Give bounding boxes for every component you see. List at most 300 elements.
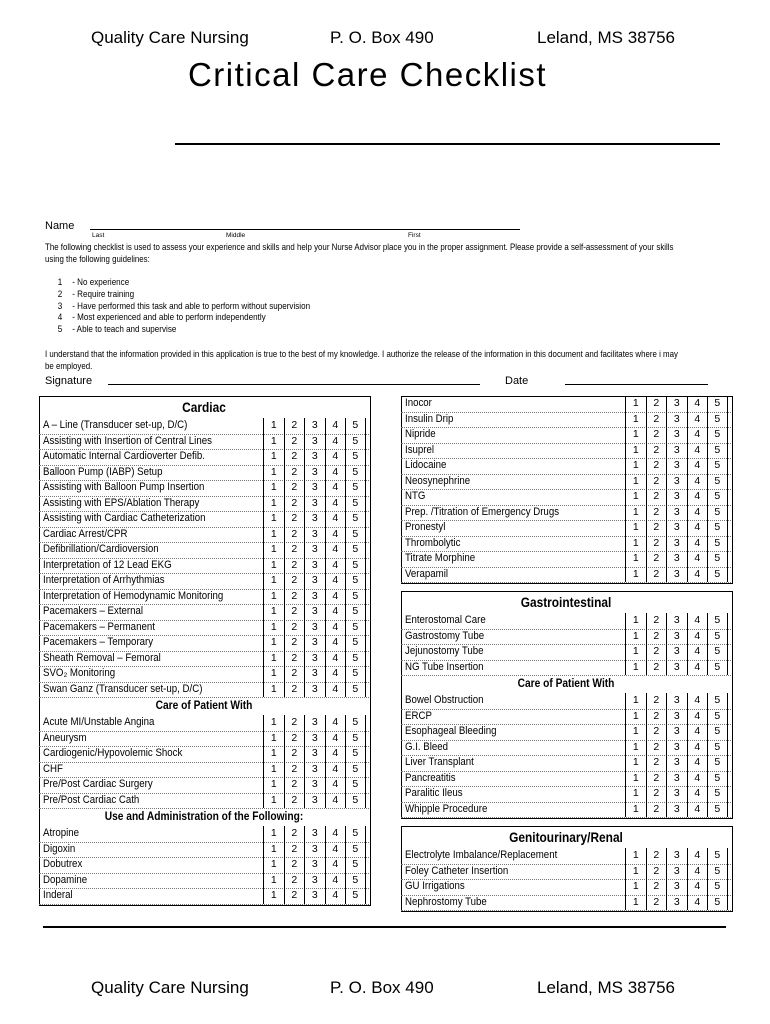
rating-2[interactable]: 2 [646, 786, 667, 802]
name-line[interactable] [90, 229, 520, 230]
rating-2[interactable]: 2 [646, 443, 667, 459]
rating-5[interactable]: 5 [707, 709, 728, 725]
rating-1[interactable]: 1 [625, 489, 646, 505]
rating-3[interactable]: 3 [304, 746, 325, 762]
rating-4[interactable]: 4 [687, 520, 708, 536]
rating-4[interactable]: 4 [687, 474, 708, 490]
rating-5[interactable]: 5 [345, 542, 366, 558]
rating-3[interactable]: 3 [304, 793, 325, 809]
rating-3[interactable]: 3 [304, 604, 325, 620]
rating-3[interactable]: 3 [666, 474, 687, 490]
rating-5[interactable]: 5 [707, 458, 728, 474]
checklist-item-label: Swan Ganz (Transducer set-up, D/C) [43, 682, 203, 695]
rating-2[interactable]: 2 [284, 731, 305, 747]
rating-5[interactable]: 5 [707, 879, 728, 895]
rating-3[interactable]: 3 [304, 449, 325, 465]
rating-2[interactable]: 2 [646, 755, 667, 771]
rating-1[interactable]: 1 [263, 573, 284, 589]
rating-4[interactable]: 4 [687, 879, 708, 895]
rating-5[interactable]: 5 [345, 604, 366, 620]
rating-5[interactable]: 5 [707, 551, 728, 567]
rating-2[interactable]: 2 [284, 418, 305, 434]
rating-1[interactable]: 1 [263, 434, 284, 450]
rating-1[interactable]: 1 [625, 567, 646, 583]
rating-3[interactable]: 3 [304, 542, 325, 558]
rating-4[interactable]: 4 [325, 465, 346, 481]
rating-4[interactable]: 4 [325, 573, 346, 589]
rating-5[interactable]: 5 [707, 644, 728, 660]
rating-4[interactable]: 4 [687, 724, 708, 740]
rating-1[interactable]: 1 [263, 635, 284, 651]
rating-3[interactable]: 3 [666, 724, 687, 740]
rating-1[interactable]: 1 [263, 777, 284, 793]
rating-4[interactable]: 4 [325, 511, 346, 527]
rating-1[interactable]: 1 [625, 771, 646, 787]
rating-1[interactable]: 1 [263, 715, 284, 731]
rating-2[interactable]: 2 [284, 589, 305, 605]
rating-5[interactable]: 5 [707, 848, 728, 864]
rating-2[interactable]: 2 [284, 635, 305, 651]
rating-2[interactable]: 2 [284, 888, 305, 904]
rating-5[interactable]: 5 [345, 793, 366, 809]
rating-4[interactable]: 4 [687, 755, 708, 771]
rating-4[interactable]: 4 [687, 536, 708, 552]
rating-3[interactable]: 3 [304, 589, 325, 605]
rating-3[interactable]: 3 [304, 511, 325, 527]
rating-2[interactable]: 2 [284, 620, 305, 636]
rating-4[interactable]: 4 [325, 793, 346, 809]
rating-5[interactable]: 5 [345, 449, 366, 465]
rating-cells [263, 666, 366, 682]
rating-4[interactable]: 4 [687, 443, 708, 459]
rating-2[interactable]: 2 [284, 542, 305, 558]
rating-4[interactable]: 4 [687, 505, 708, 521]
rating-4[interactable]: 4 [687, 709, 708, 725]
rating-5[interactable]: 5 [707, 755, 728, 771]
checklist-item-label: Pacemakers – External [43, 605, 144, 617]
rating-4[interactable]: 4 [325, 682, 346, 698]
rating-3[interactable]: 3 [666, 551, 687, 567]
rating-4[interactable]: 4 [325, 746, 346, 762]
rating-2[interactable]: 2 [646, 709, 667, 725]
rating-1[interactable]: 1 [263, 496, 284, 512]
rating-4[interactable]: 4 [687, 489, 708, 505]
rating-3[interactable]: 3 [666, 427, 687, 443]
rating-1[interactable]: 1 [625, 786, 646, 802]
rating-3[interactable]: 3 [304, 777, 325, 793]
rating-4[interactable]: 4 [687, 740, 708, 756]
rating-4[interactable]: 4 [325, 731, 346, 747]
rating-1[interactable]: 1 [263, 682, 284, 698]
rating-3[interactable]: 3 [304, 620, 325, 636]
rating-4[interactable]: 4 [325, 620, 346, 636]
rating-3[interactable]: 3 [304, 651, 325, 667]
rating-5[interactable]: 5 [345, 746, 366, 762]
rating-5[interactable]: 5 [345, 511, 366, 527]
rating-2[interactable]: 2 [646, 879, 667, 895]
rating-2[interactable]: 2 [284, 826, 305, 842]
rating-1[interactable]: 1 [625, 536, 646, 552]
rating-5[interactable]: 5 [707, 786, 728, 802]
rating-cells [625, 458, 728, 474]
rating-2[interactable]: 2 [646, 505, 667, 521]
date-line[interactable] [565, 384, 708, 385]
rating-2[interactable]: 2 [646, 489, 667, 505]
rating-5[interactable]: 5 [345, 857, 366, 873]
rating-4[interactable]: 4 [325, 777, 346, 793]
rating-3[interactable]: 3 [666, 709, 687, 725]
rating-5[interactable]: 5 [707, 443, 728, 459]
rating-2[interactable]: 2 [284, 496, 305, 512]
rating-4[interactable]: 4 [325, 589, 346, 605]
rating-1[interactable]: 1 [263, 480, 284, 496]
rating-5[interactable]: 5 [345, 635, 366, 651]
rating-4[interactable]: 4 [687, 848, 708, 864]
rating-4[interactable]: 4 [687, 693, 708, 709]
rating-1[interactable]: 1 [625, 709, 646, 725]
rating-1[interactable]: 1 [625, 613, 646, 629]
rating-5[interactable]: 5 [345, 826, 366, 842]
rating-5[interactable]: 5 [345, 888, 366, 904]
rating-3[interactable]: 3 [666, 895, 687, 911]
rating-5[interactable]: 5 [707, 693, 728, 709]
rating-5[interactable]: 5 [345, 496, 366, 512]
rating-1[interactable]: 1 [625, 396, 646, 412]
rating-3[interactable]: 3 [666, 520, 687, 536]
rating-5[interactable]: 5 [707, 520, 728, 536]
rating-5[interactable]: 5 [707, 864, 728, 880]
checklist-row [39, 715, 369, 732]
rating-5[interactable]: 5 [707, 412, 728, 428]
rating-5[interactable]: 5 [707, 740, 728, 756]
rating-1[interactable]: 1 [625, 802, 646, 818]
rating-2[interactable]: 2 [284, 434, 305, 450]
rating-3[interactable]: 3 [304, 857, 325, 873]
rating-5[interactable]: 5 [345, 777, 366, 793]
rating-1[interactable]: 1 [625, 660, 646, 676]
rating-1[interactable]: 1 [263, 888, 284, 904]
rating-2[interactable]: 2 [646, 693, 667, 709]
rating-2[interactable]: 2 [284, 715, 305, 731]
rating-2[interactable]: 2 [284, 682, 305, 698]
signature-line[interactable] [108, 384, 480, 385]
rating-3[interactable]: 3 [666, 629, 687, 645]
rating-2[interactable]: 2 [646, 396, 667, 412]
rating-5[interactable]: 5 [345, 873, 366, 889]
rating-2[interactable]: 2 [646, 412, 667, 428]
rating-5[interactable]: 5 [707, 567, 728, 583]
rating-1[interactable]: 1 [263, 731, 284, 747]
rating-1[interactable]: 1 [263, 793, 284, 809]
rating-4[interactable]: 4 [325, 604, 346, 620]
rating-1[interactable]: 1 [625, 740, 646, 756]
rating-1[interactable]: 1 [263, 873, 284, 889]
rating-4[interactable]: 4 [687, 427, 708, 443]
checklist-item-label: Cardiac Arrest/CPR [43, 527, 128, 540]
rating-4[interactable]: 4 [325, 762, 346, 778]
rating-3[interactable]: 3 [666, 396, 687, 412]
rating-5[interactable]: 5 [345, 558, 366, 574]
rating-1[interactable]: 1 [625, 848, 646, 864]
checklist-item-label: Inocor [405, 397, 432, 409]
rating-4[interactable]: 4 [687, 629, 708, 645]
rating-5[interactable]: 5 [345, 418, 366, 434]
rating-3[interactable]: 3 [304, 573, 325, 589]
rating-2[interactable]: 2 [646, 771, 667, 787]
rating-1[interactable]: 1 [263, 542, 284, 558]
rating-3[interactable]: 3 [666, 567, 687, 583]
rating-1[interactable]: 1 [263, 857, 284, 873]
rating-2[interactable]: 2 [646, 536, 667, 552]
rating-5[interactable]: 5 [345, 651, 366, 667]
rating-4[interactable]: 4 [325, 842, 346, 858]
rating-3[interactable]: 3 [666, 536, 687, 552]
rating-1[interactable]: 1 [263, 826, 284, 842]
rating-2[interactable]: 2 [284, 558, 305, 574]
rating-4[interactable]: 4 [325, 857, 346, 873]
rating-4[interactable]: 4 [325, 542, 346, 558]
rating-3[interactable]: 3 [304, 480, 325, 496]
rating-3[interactable]: 3 [666, 613, 687, 629]
rating-5[interactable]: 5 [345, 682, 366, 698]
rating-2[interactable]: 2 [646, 520, 667, 536]
rating-1[interactable]: 1 [263, 418, 284, 434]
rating-1[interactable]: 1 [263, 762, 284, 778]
rating-3[interactable]: 3 [304, 434, 325, 450]
rating-1[interactable]: 1 [625, 458, 646, 474]
rating-3[interactable]: 3 [304, 666, 325, 682]
rating-2[interactable]: 2 [284, 777, 305, 793]
rating-1[interactable]: 1 [625, 505, 646, 521]
rating-4[interactable]: 4 [687, 895, 708, 911]
rating-4[interactable]: 4 [325, 826, 346, 842]
rating-1[interactable]: 1 [625, 520, 646, 536]
rating-4[interactable]: 4 [687, 660, 708, 676]
rating-5[interactable]: 5 [707, 427, 728, 443]
rating-2[interactable]: 2 [284, 511, 305, 527]
rating-3[interactable]: 3 [304, 465, 325, 481]
rating-3[interactable]: 3 [666, 660, 687, 676]
rating-1[interactable]: 1 [625, 724, 646, 740]
rating-2[interactable]: 2 [284, 857, 305, 873]
rating-4[interactable]: 4 [325, 480, 346, 496]
rating-1[interactable]: 1 [263, 746, 284, 762]
rating-3[interactable]: 3 [666, 864, 687, 880]
rating-2[interactable]: 2 [284, 527, 305, 543]
rating-4[interactable]: 4 [687, 613, 708, 629]
rating-5[interactable]: 5 [707, 660, 728, 676]
rating-4[interactable]: 4 [325, 449, 346, 465]
rating-1[interactable]: 1 [263, 842, 284, 858]
rating-2[interactable]: 2 [646, 551, 667, 567]
rating-4[interactable]: 4 [687, 412, 708, 428]
rating-3[interactable]: 3 [666, 802, 687, 818]
rating-4[interactable]: 4 [325, 434, 346, 450]
rating-3[interactable]: 3 [666, 505, 687, 521]
rating-4[interactable]: 4 [325, 888, 346, 904]
rating-4[interactable]: 4 [687, 864, 708, 880]
rating-3[interactable]: 3 [304, 635, 325, 651]
rating-2[interactable]: 2 [646, 474, 667, 490]
rating-3[interactable]: 3 [666, 879, 687, 895]
rating-3[interactable]: 3 [304, 842, 325, 858]
checklist-item-label: Titrate Morphine [405, 552, 476, 564]
rating-3[interactable]: 3 [666, 755, 687, 771]
rating-1[interactable]: 1 [263, 465, 284, 481]
rating-5[interactable]: 5 [707, 505, 728, 521]
rating-2[interactable]: 2 [284, 666, 305, 682]
rating-1[interactable]: 1 [625, 427, 646, 443]
rating-3[interactable]: 3 [304, 888, 325, 904]
rating-1[interactable]: 1 [263, 666, 284, 682]
rating-3[interactable]: 3 [666, 443, 687, 459]
rating-4[interactable]: 4 [687, 644, 708, 660]
rating-5[interactable]: 5 [345, 480, 366, 496]
rating-5[interactable]: 5 [345, 465, 366, 481]
rating-2[interactable]: 2 [284, 573, 305, 589]
rating-5[interactable]: 5 [707, 724, 728, 740]
rating-2[interactable]: 2 [646, 427, 667, 443]
rating-2[interactable]: 2 [646, 629, 667, 645]
rating-4[interactable]: 4 [325, 418, 346, 434]
rating-4[interactable]: 4 [325, 666, 346, 682]
rating-4[interactable]: 4 [325, 651, 346, 667]
rating-1[interactable]: 1 [263, 620, 284, 636]
rating-5[interactable]: 5 [707, 396, 728, 412]
rating-1[interactable]: 1 [263, 558, 284, 574]
rating-3[interactable]: 3 [666, 412, 687, 428]
rating-5[interactable]: 5 [345, 842, 366, 858]
rating-2[interactable]: 2 [284, 604, 305, 620]
name-label: Name [45, 220, 75, 232]
rating-5[interactable]: 5 [345, 666, 366, 682]
rating-5[interactable]: 5 [707, 489, 728, 505]
rating-3[interactable]: 3 [666, 771, 687, 787]
rating-5[interactable]: 5 [345, 573, 366, 589]
rating-4[interactable]: 4 [687, 567, 708, 583]
rating-4[interactable]: 4 [325, 873, 346, 889]
rating-4[interactable]: 4 [687, 771, 708, 787]
rating-5[interactable]: 5 [707, 474, 728, 490]
rating-2[interactable]: 2 [284, 465, 305, 481]
rating-3[interactable]: 3 [304, 826, 325, 842]
rating-4[interactable]: 4 [325, 715, 346, 731]
rating-5[interactable]: 5 [345, 762, 366, 778]
rating-4[interactable]: 4 [687, 458, 708, 474]
checklist-item-label: Digoxin [43, 842, 76, 855]
rating-2[interactable]: 2 [646, 644, 667, 660]
rating-3[interactable]: 3 [304, 496, 325, 512]
rating-5[interactable]: 5 [707, 771, 728, 787]
rating-3[interactable]: 3 [304, 558, 325, 574]
rating-1[interactable]: 1 [625, 412, 646, 428]
rating-3[interactable]: 3 [666, 848, 687, 864]
rating-1[interactable]: 1 [625, 551, 646, 567]
rating-2[interactable]: 2 [646, 864, 667, 880]
rating-3[interactable]: 3 [304, 527, 325, 543]
rating-4[interactable]: 4 [687, 551, 708, 567]
rating-5[interactable]: 5 [345, 527, 366, 543]
rating-2[interactable]: 2 [284, 651, 305, 667]
rating-2[interactable]: 2 [284, 793, 305, 809]
rating-1[interactable]: 1 [625, 474, 646, 490]
checklist-item-label: Assisting with Cardiac Catheterization [43, 512, 206, 524]
rating-5[interactable]: 5 [707, 536, 728, 552]
rating-2[interactable]: 2 [646, 802, 667, 818]
rating-5[interactable]: 5 [707, 802, 728, 818]
rating-1[interactable]: 1 [625, 629, 646, 645]
rating-3[interactable]: 3 [304, 762, 325, 778]
rating-3[interactable]: 3 [666, 489, 687, 505]
rating-1[interactable]: 1 [625, 879, 646, 895]
rating-1[interactable]: 1 [625, 895, 646, 911]
rating-5[interactable]: 5 [345, 731, 366, 747]
rating-2[interactable]: 2 [284, 746, 305, 762]
rating-4[interactable]: 4 [325, 496, 346, 512]
rating-1[interactable]: 1 [263, 589, 284, 605]
rating-2[interactable]: 2 [284, 762, 305, 778]
rating-1[interactable]: 1 [625, 864, 646, 880]
rating-2[interactable]: 2 [646, 895, 667, 911]
rating-4[interactable]: 4 [325, 558, 346, 574]
rating-2[interactable]: 2 [646, 613, 667, 629]
rating-1[interactable]: 1 [263, 527, 284, 543]
rating-3[interactable]: 3 [304, 731, 325, 747]
rating-1[interactable]: 1 [625, 443, 646, 459]
rating-2[interactable]: 2 [646, 567, 667, 583]
rating-1[interactable]: 1 [625, 755, 646, 771]
rating-1[interactable]: 1 [625, 644, 646, 660]
rating-2[interactable]: 2 [284, 480, 305, 496]
rating-3[interactable]: 3 [666, 693, 687, 709]
rating-4[interactable]: 4 [325, 527, 346, 543]
rating-5[interactable]: 5 [707, 613, 728, 629]
rating-3[interactable]: 3 [304, 418, 325, 434]
rating-4[interactable]: 4 [687, 802, 708, 818]
rating-3[interactable]: 3 [666, 458, 687, 474]
rating-3[interactable]: 3 [304, 715, 325, 731]
rating-1[interactable]: 1 [263, 604, 284, 620]
rating-1[interactable]: 1 [263, 651, 284, 667]
rating-4[interactable]: 4 [325, 635, 346, 651]
rating-3[interactable]: 3 [666, 740, 687, 756]
rating-5[interactable]: 5 [345, 715, 366, 731]
rating-3[interactable]: 3 [666, 644, 687, 660]
rating-2[interactable]: 2 [284, 842, 305, 858]
rating-1[interactable]: 1 [263, 449, 284, 465]
rating-1[interactable]: 1 [263, 511, 284, 527]
rating-5[interactable]: 5 [345, 434, 366, 450]
rating-5[interactable]: 5 [345, 589, 366, 605]
rating-1[interactable]: 1 [625, 693, 646, 709]
rating-3[interactable]: 3 [666, 786, 687, 802]
rating-4[interactable]: 4 [687, 396, 708, 412]
rating-5[interactable]: 5 [345, 620, 366, 636]
rating-2[interactable]: 2 [646, 660, 667, 676]
rating-2[interactable]: 2 [284, 449, 305, 465]
rating-3[interactable]: 3 [304, 682, 325, 698]
checklist-item-label: Bowel Obstruction [405, 694, 484, 706]
rating-4[interactable]: 4 [687, 786, 708, 802]
rating-2[interactable]: 2 [646, 848, 667, 864]
rating-5[interactable]: 5 [707, 895, 728, 911]
rating-2[interactable]: 2 [646, 458, 667, 474]
rating-3[interactable]: 3 [304, 873, 325, 889]
rating-2[interactable]: 2 [284, 873, 305, 889]
rating-2[interactable]: 2 [646, 724, 667, 740]
rating-5[interactable]: 5 [707, 629, 728, 645]
rating-2[interactable]: 2 [646, 740, 667, 756]
